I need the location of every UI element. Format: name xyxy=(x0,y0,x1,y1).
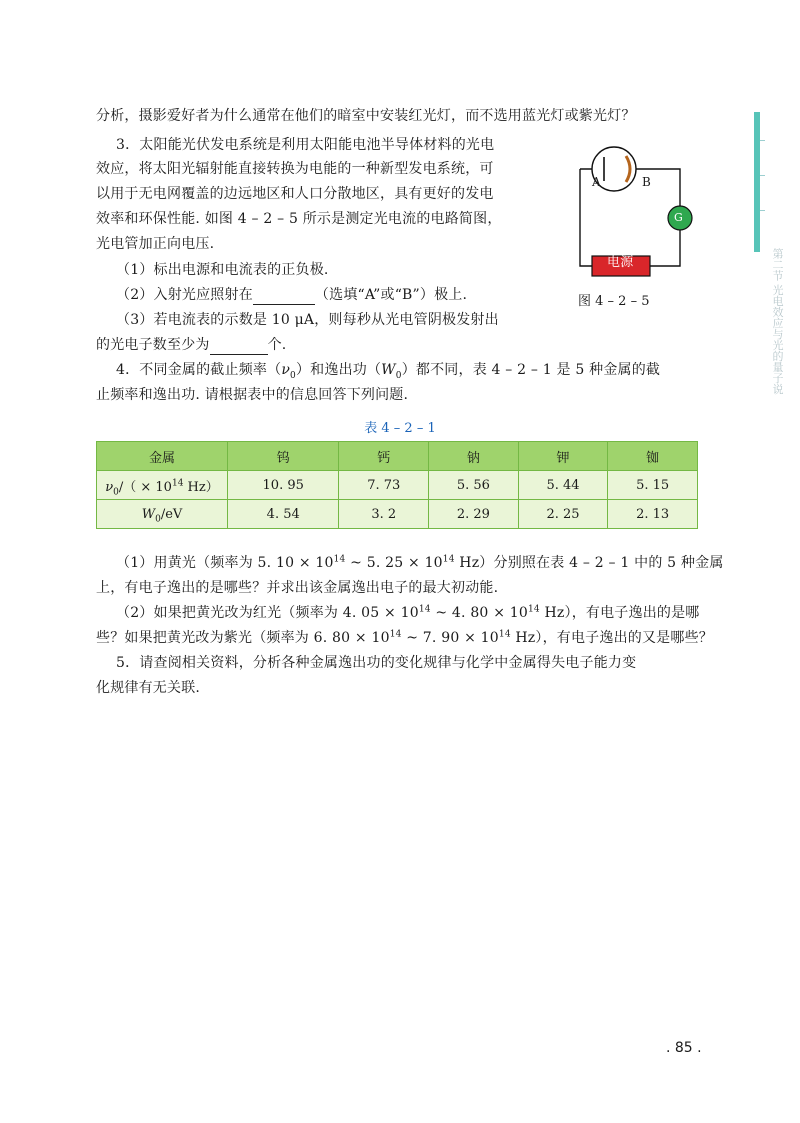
sub-question-3-3: （3）若电流表的示数是 10 μA，则每秒从光电管阴极发射出 xyxy=(116,312,499,328)
question-3-line: 效应，将太阳光辐射能直接转换为电能的一种新型发电系统，可 xyxy=(96,161,494,177)
unit-text: /eV xyxy=(160,506,183,522)
unit-text: /（ × 10 xyxy=(118,479,172,495)
superscript: 14 xyxy=(389,629,402,640)
table-cell: 10. 95 xyxy=(228,471,339,500)
question-text: （2）入射光应照射在 xyxy=(116,287,253,303)
answer-blank[interactable] xyxy=(210,338,268,355)
sub-question-3-3-cont xyxy=(96,335,286,355)
table-cell: 5. 56 xyxy=(429,471,519,500)
question-text: （2）如果把黄光改为红光（频率为 4. 05 × 10 xyxy=(116,605,419,621)
figure-caption: 图 4 – 2 – 5 xyxy=(578,294,650,309)
row-label-frequency xyxy=(97,471,228,500)
table-header-row xyxy=(97,442,698,471)
question-3-line: 效率和环保性能. 如图 4 – 2 – 5 所示是测定光电流的电路简图， xyxy=(96,211,502,227)
question-text: ）和逸出功（ xyxy=(295,362,382,378)
question-4-line xyxy=(116,360,660,380)
answer-blank[interactable] xyxy=(253,288,315,305)
galvanometer-label: G xyxy=(674,211,683,224)
table-cell: 4. 54 xyxy=(228,500,339,529)
table-header-cell: 钾 xyxy=(518,442,608,471)
question-text: Hz），有电子逸出的又是哪些？ xyxy=(510,630,713,646)
label-b: B xyxy=(642,175,652,189)
sub-question-4-2 xyxy=(116,603,700,623)
superscript: 14 xyxy=(528,604,540,615)
table-cell: 5. 15 xyxy=(608,471,698,500)
subscript: 0 xyxy=(395,370,402,381)
label-a: A xyxy=(592,175,601,189)
superscript: 14 xyxy=(498,629,511,640)
chapter-side-label: 第二节 光电效应与光的量子说 xyxy=(771,248,784,395)
side-tick xyxy=(760,210,765,211)
superscript: 14 xyxy=(171,478,184,489)
table-header-cell: 钙 xyxy=(339,442,429,471)
sub-question-3-2 xyxy=(116,285,467,305)
question-text: ~ 5. 25 × 10 xyxy=(345,555,443,571)
power-source-label: 电源 xyxy=(607,255,634,270)
table-cell: 5. 44 xyxy=(518,471,608,500)
question-text: 些？如果把黄光改为紫光（频率为 6. 80 × 10 xyxy=(96,630,390,646)
table-cell: 7. 73 xyxy=(339,471,429,500)
question-5-line: 化规律有无关联. xyxy=(96,680,201,696)
metals-table xyxy=(96,441,698,529)
table-header-cell: 钠 xyxy=(429,442,519,471)
table-row xyxy=(97,471,698,500)
symbol-w: W xyxy=(141,506,156,522)
circuit-diagram xyxy=(560,138,710,278)
sub-question-3-1: （1）标出电源和电流表的正负极. xyxy=(116,262,329,278)
superscript: 14 xyxy=(333,554,346,565)
sub-question-4-2-cont xyxy=(96,628,713,648)
question-text: （1）用黄光（频率为 5. 10 × 10 xyxy=(116,555,334,571)
table-cell: 2. 29 xyxy=(429,500,519,529)
question-3-line: 3．太阳能光伏发电系统是利用太阳能电池半导体材料的光电 xyxy=(116,137,495,153)
side-tick xyxy=(760,140,765,141)
superscript: 14 xyxy=(418,604,431,615)
superscript: 14 xyxy=(442,554,455,565)
question-text: ~ 4. 80 × 10 xyxy=(430,605,528,621)
table-header-cell: 金属 xyxy=(97,442,228,471)
question-3-line: 以用于无电网覆盖的边远地区和人口分散地区，具有更好的发电 xyxy=(96,186,494,202)
question-text: （选填“A”或“B”）极上. xyxy=(314,287,468,303)
table-header-cell: 钨 xyxy=(228,442,339,471)
question-text: 的光电子数至少为 xyxy=(96,337,210,353)
paragraph-line: 分析，摄影爱好者为什么通常在他们的暗室中安装红光灯，而不选用蓝光灯或紫光灯？ xyxy=(96,108,636,124)
question-5-line: 5．请查阅相关资料，分析各种金属逸出功的变化规律与化学中金属得失电子能力变 xyxy=(116,655,637,671)
side-color-band xyxy=(754,112,760,252)
table-row xyxy=(97,500,698,529)
row-label-work-function xyxy=(97,500,228,529)
page-number: . 85 . xyxy=(666,1040,702,1056)
side-tick xyxy=(760,175,765,176)
question-text: Hz）分别照在表 4 – 2 – 1 中的 5 种金属 xyxy=(454,555,724,571)
table-cell: 2. 13 xyxy=(608,500,698,529)
question-4-line: 止频率和逸出功. 请根据表中的信息回答下列问题. xyxy=(96,387,409,403)
symbol-w: W xyxy=(381,362,396,378)
subscript: 0 xyxy=(290,370,296,381)
sub-question-4-1 xyxy=(116,553,724,573)
table-title: 表 4 – 2 – 1 xyxy=(364,421,436,436)
subscript: 0 xyxy=(113,487,119,498)
question-text: ）都不同，表 4 – 2 – 1 是 5 种金属的截 xyxy=(401,362,661,378)
sub-question-4-1-cont: 上，有电子逸出的是哪些？并求出该金属逸出电子的最大初动能. xyxy=(96,580,499,596)
symbol-nu: ν xyxy=(281,362,291,378)
unit-text: Hz） xyxy=(183,479,219,495)
question-text: Hz），有电子逸出的是哪 xyxy=(539,605,700,621)
question-text: 4．不同金属的截止频率（ xyxy=(116,362,282,378)
question-text: 个. xyxy=(267,337,287,353)
table-cell: 2. 25 xyxy=(518,500,608,529)
symbol-nu: ν xyxy=(105,479,114,495)
table-cell: 3. 2 xyxy=(339,500,429,529)
question-text: ~ 7. 90 × 10 xyxy=(401,630,499,646)
question-3-line: 光电管加正向电压. xyxy=(96,236,215,252)
table-header-cell: 铷 xyxy=(608,442,698,471)
subscript: 0 xyxy=(155,514,161,525)
